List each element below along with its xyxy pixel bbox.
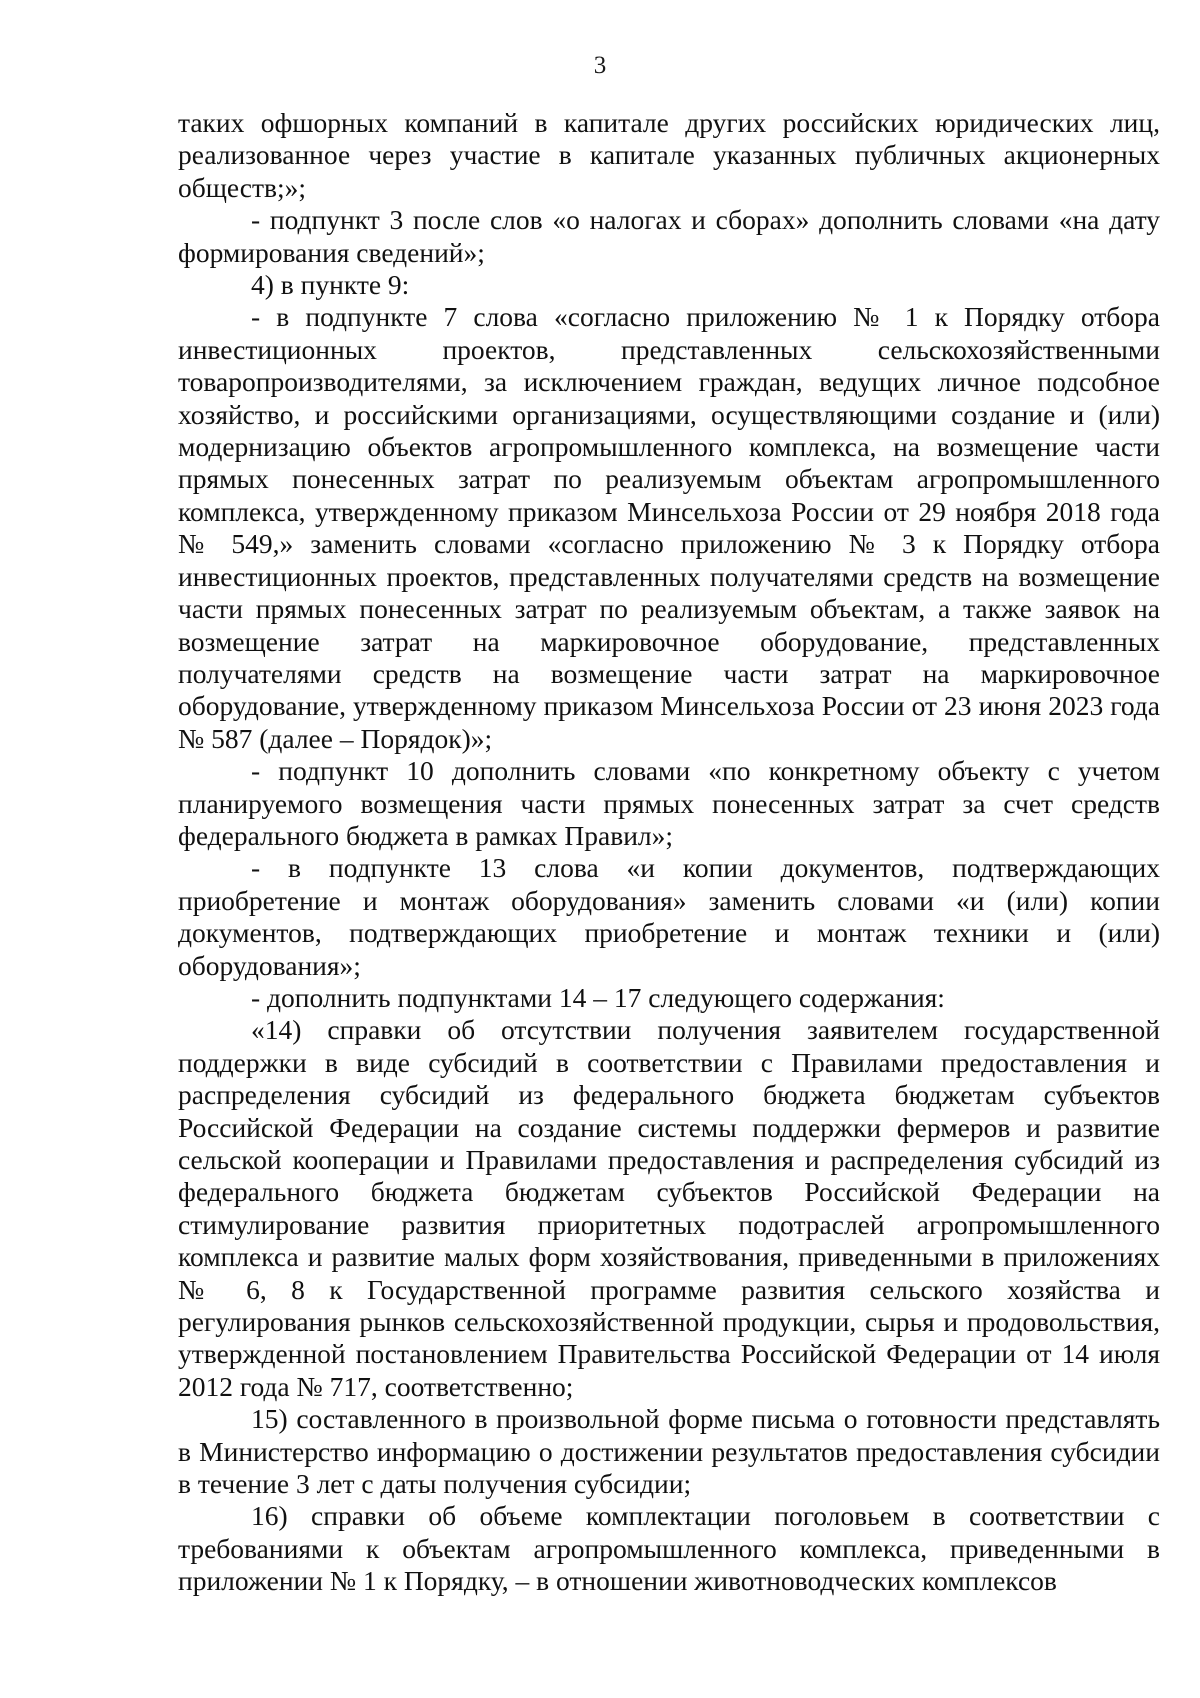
document-body bbox=[178, 107, 1160, 1598]
paragraph-subitem-10: - подпункт 10 дополнить словами «по конкретному объекту с учетом планируемого возмещения части прямых понесенных затрат за счет средств федерального бюджета в рамках Правил»; bbox=[178, 755, 1160, 851]
page-number: 3 bbox=[593, 52, 607, 79]
paragraph-subitem-16: 16) справки об объеме комплектации поголовьем в соответствии с требованиями к объектам агропромышленного комплекса, приведенными в приложении № 1 к Порядку, – в отношении животноводческих комплексов bbox=[178, 1500, 1160, 1597]
paragraph-subitem-14: «14) справки об отсутствии получения заявителем государственной поддержки в виде субсидий в соответствии с Правилами предоставления и распределения субсидий из федерального бюджета бюджетам субъектов Российской Федерации на создание системы поддержки фермеров и развитие сельской кооперации и Правилами предоставления и распределения субсидий из федерального бюджета бюджетам субъектов Российской Федерации на стимулирование развития приоритетных подотраслей агропромышленного комплекса и развитие малых форм хозяйствования, приведенными в приложениях № 6, 8 к Государственной программе развития сельского хозяйства и регулирования рынков сельскохозяйственной продукции, сырья и продовольствия, утвержденной постановлением Правительства Российской Федерации от 14 июля 2012 года № 717, соответственно; bbox=[178, 1014, 1160, 1402]
paragraph-add-subitems: - дополнить подпунктами 14 – 17 следующего содержания: bbox=[251, 981, 945, 1013]
paragraph-continuation: таких офшорных компаний в капитале других российских юридических лиц, реализованное через участие в капитале указанных публичных акционерных обществ;»; bbox=[178, 107, 1160, 203]
paragraph-subitem-13: - в подпункте 13 слова «и копии документов, подтверждающих приобретение и монтаж оборудования» заменить словами «и (или) копии документов, подтверждающих приобретение и монтаж техники и (или) оборудования»; bbox=[178, 852, 1160, 981]
paragraph-item-4-heading: 4) в пункте 9: bbox=[251, 269, 410, 301]
paragraph-subitem-15: 15) составленного в произвольной форме письма о готовности представлять в Министерство информацию о достижении результатов предоставления субсидии в течение 3 лет с даты получения субсидии; bbox=[178, 1403, 1160, 1500]
paragraph-subitem-3: - подпункт 3 после слов «о налогах и сборах» дополнить словами «на дату формирования сведений»; bbox=[178, 204, 1160, 268]
paragraph-subitem-7: - в подпункте 7 слова «согласно приложению № 1 к Порядку отбора инвестиционных проектов, представленных сельскохозяйственными товаропроизводителями, за исключением граждан, ведущих личное подсобное хозяйство, и российскими организациями, осуществляющими создание и (или) модернизацию объектов агропромышленного комплекса, на возмещение части прямых понесенных затрат по реализуемым объектам агропромышленного комплекса, утвержденному приказом Минсельхоза России от 29 ноября 2018 года № 549,» заменить словами «согласно приложению № 3 к Порядку отбора инвестиционных проектов, представленных получателями средств на возмещение части прямых понесенных затрат по реализуемым объектам, а также заявок на возмещение затрат на маркировочное оборудование, представленных получателями средств на возмещение части затрат на маркировочное оборудование, утвержденному приказом Минсельхоза России от 23 июня 2023 года № 587 (далее – Порядок)»; bbox=[178, 301, 1160, 754]
